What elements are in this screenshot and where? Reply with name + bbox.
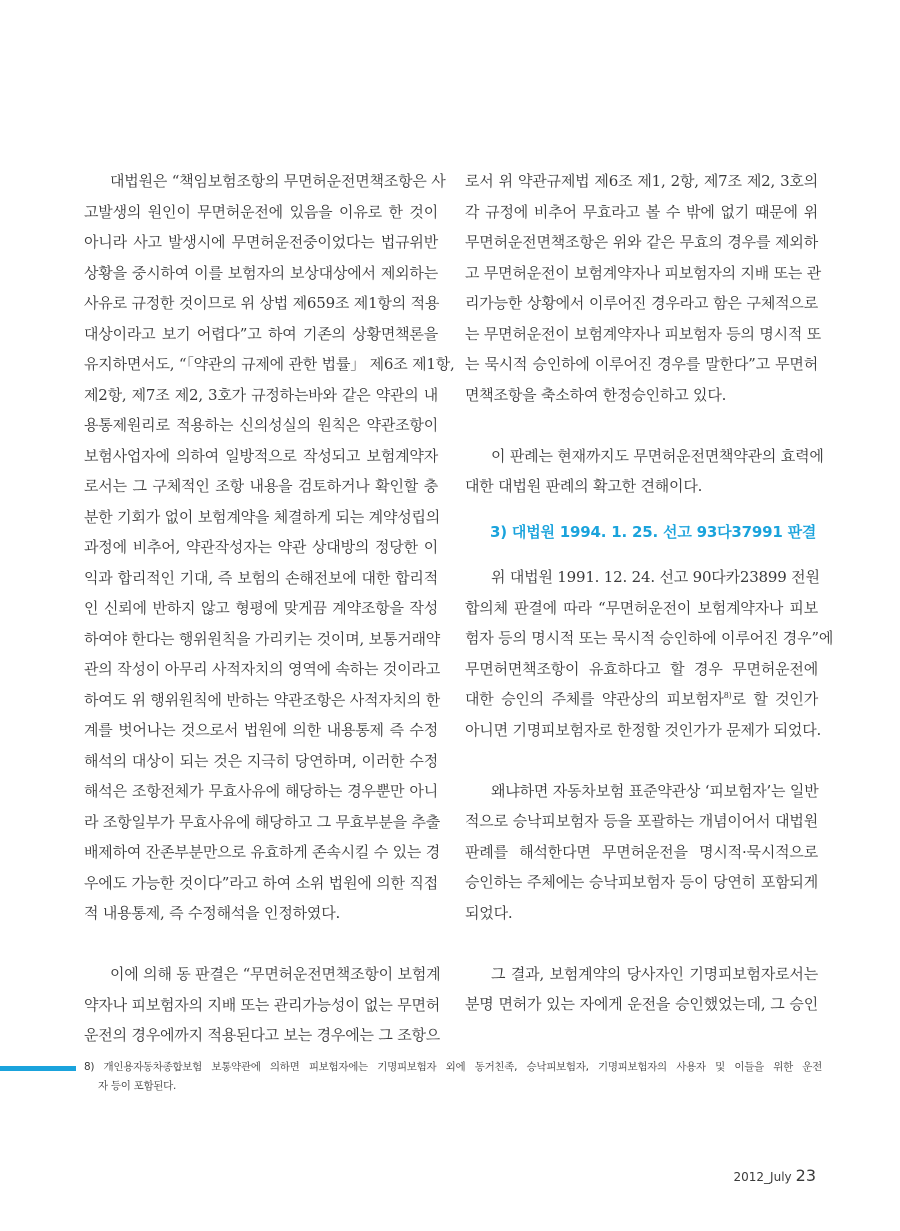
- text-line: 사유로 규정한 것이므로 위 상법 제659조 제1항의 적용: [84, 294, 440, 312]
- left-paragraph-1: [84, 166, 455, 929]
- text-line: 대법원은 “책임보험조항의 무면허운전면책조항은 사: [110, 172, 446, 190]
- text-line: [465, 684, 818, 715]
- text-line: 유지하면서도, “「약관의 규제에 관한 법률」 제6조 제1항,: [84, 355, 455, 373]
- text-line: 적으로 승낙피보험자 등을 포괄하는 개념이어서 대법원: [465, 812, 818, 830]
- text-line: 분명 면허가 있는 자에게 운전을 승인했었는데, 그 승인: [465, 995, 818, 1013]
- text-line: 하여도 위 행위원칙에 반하는 약관조항은 사적자치의 한: [84, 690, 441, 709]
- page-number: 23: [795, 1166, 816, 1185]
- text-line: 판례를 해석한다면 무면허운전을 명시적·묵시적으로: [465, 842, 818, 861]
- line-text: 대한 승인의 주체를 약관상의 피보험자: [465, 690, 724, 708]
- text-line: 고 무면허운전이 보험계약자나 피보험자의 지배 또는 관: [465, 263, 822, 282]
- right-paragraph-3: [465, 562, 834, 745]
- footnote-reference[interactable]: 8): [723, 691, 732, 700]
- text-line: 대한 대법원 판례의 확고한 견해이다.: [465, 477, 703, 495]
- issue-label: 2012_July: [733, 1170, 792, 1184]
- text-line: 무면허운전면책조항은 위와 같은 무효의 경우를 제외하: [465, 233, 818, 251]
- right-column: [465, 166, 834, 1020]
- text-line: 관의 작성이 아무리 사적자치의 영역에 속하는 것이라고: [84, 660, 441, 678]
- right-paragraph-5: [465, 959, 818, 1020]
- text-line: 우에도 가능한 것이다”라고 하여 소위 법원에 의한 직접: [84, 873, 438, 892]
- text-line: 해석은 조항전체가 무효사유에 해당하는 경우뿐만 아니: [84, 782, 438, 800]
- line-text: 로 할 것인가: [731, 690, 818, 708]
- footnote-line: 자 등이 포함된다.: [98, 1080, 177, 1092]
- text-line: 리가능한 상황에서 이루어진 경우라고 함은 구체적으로: [465, 294, 818, 312]
- text-line: 운전의 경우에까지 적용된다고 보는 경우에는 그 조항으: [84, 1026, 441, 1044]
- right-paragraph-1: [465, 166, 822, 410]
- text-line: 위 대법원 1991. 12. 24. 선고 90다카23899 전원: [491, 568, 820, 586]
- footnote: [84, 1058, 822, 1096]
- text-line: 아니면 기명피보험자로 한정할 것인가가 문제가 되었다.: [465, 720, 822, 739]
- text-line: 는 무면허운전이 보험계약자나 피보험자 등의 명시적 또: [465, 324, 822, 343]
- text-line: 제2항, 제7조 제2, 3호가 규정하는바와 같은 약관의 내: [84, 385, 438, 404]
- text-line: 는 묵시적 승인하에 이루어진 경우를 말한다”고 무면허: [465, 355, 818, 373]
- text-line: 로서는 그 구체적인 조항 내용을 검토하거나 확인할 충: [84, 477, 438, 495]
- text-line: 고발생의 원인이 무면허운전에 있음을 이유로 한 것이: [84, 202, 438, 221]
- text-line: 이에 의해 동 판결은 “무면허운전면책조항이 보험계: [110, 965, 441, 983]
- text-line: 승인하는 주체에는 승낙피보험자 등이 당연히 포함되게: [465, 873, 818, 891]
- text-line: 분한 기회가 없이 보험계약을 체결하게 되는 계약성립의: [84, 507, 441, 526]
- text-line: 해석의 대상이 되는 것은 지극히 당연하며, 이러한 수정: [84, 751, 438, 770]
- left-paragraph-2: [84, 959, 441, 1051]
- text-line: 라 조항일부가 무효사유에 해당하고 그 무효부분을 추출: [84, 812, 441, 831]
- section-heading: 3) 대법원 1994. 1. 25. 선고 93다37991 판결: [490, 522, 817, 541]
- page-footer: [734, 1166, 816, 1185]
- text-line: 합의체 판결에 따라 “무면허운전이 보험계약자나 피보: [465, 598, 818, 617]
- text-line: 면책조항을 축소하여 한정승인하고 있다.: [465, 385, 727, 404]
- text-line: 과정에 비추어, 약관작성자는 약관 상대방의 정당한 이: [84, 538, 438, 556]
- footnote-accent-bar: [0, 1066, 76, 1071]
- text-line: 대상이라고 보기 어렵다”고 하여 기존의 상황면책론을: [84, 324, 438, 343]
- text-line: 약자나 피보험자의 지배 또는 관리가능성이 없는 무면허: [84, 995, 441, 1014]
- footnote-line: 8) 개인용자동차종합보험 보통약관에 의하면 피보험자에는 기명피보험자 외에 동거친족, 승낙피보험자, 기명피보험자의 사용자 및 이들을 위한 운전: [84, 1061, 822, 1073]
- right-paragraph-4: [465, 776, 818, 929]
- text-line: 그 결과, 보험계약의 당사자인 기명피보험자로서는: [491, 964, 818, 983]
- text-line: 계를 벗어나는 것으로서 법원에 의한 내용통제 즉 수정: [84, 721, 438, 739]
- text-line: 인 신뢰에 반하지 않고 형평에 맞게끔 계약조항을 작성: [84, 599, 438, 617]
- right-paragraph-2: [465, 441, 824, 502]
- text-line: 용통제원리로 적용하는 신의성실의 원칙은 약관조항이: [84, 416, 438, 434]
- text-line: 되었다.: [465, 903, 513, 922]
- text-line: 배제하여 잔존부분만으로 유효하게 존속시킬 수 있는 경: [84, 843, 441, 861]
- text-line: 아니라 사고 발생시에 무면허운전중이었다는 법규위반: [84, 233, 438, 251]
- text-line: 상황을 중시하여 이를 보험자의 보상대상에서 제외하는: [84, 263, 438, 282]
- left-column: [84, 166, 455, 1051]
- text-line: 왜냐하면 자동차보험 표준약관상 ‘피보험자’는 일반: [491, 781, 819, 800]
- text-line: 이 판례는 현재까지도 무면허운전면책약관의 효력에: [491, 446, 824, 465]
- text-line: 험자 등의 명시적 또는 묵시적 승인하에 이루어진 경우”에: [465, 629, 834, 647]
- text-line: 무면허면책조항이 유효하다고 할 경우 무면허운전에: [465, 659, 818, 678]
- text-line: 로서 위 약관규제법 제6조 제1, 2항, 제7조 제2, 3호의: [465, 172, 818, 190]
- text-line: 하여야 한다는 행위원칙을 가리키는 것이며, 보통거래약: [84, 629, 441, 648]
- text-line: 익과 합리적인 기대, 즉 보험의 손해전보에 대한 합리적: [84, 568, 438, 587]
- text-line: 보험사업자에 의하여 일방적으로 작성되고 보험계약자: [84, 446, 438, 465]
- text-line: 적 내용통제, 즉 수정해석을 인정하였다.: [84, 904, 341, 922]
- text-line: 각 규정에 비추어 무효라고 볼 수 밖에 없기 때문에 위: [465, 202, 818, 221]
